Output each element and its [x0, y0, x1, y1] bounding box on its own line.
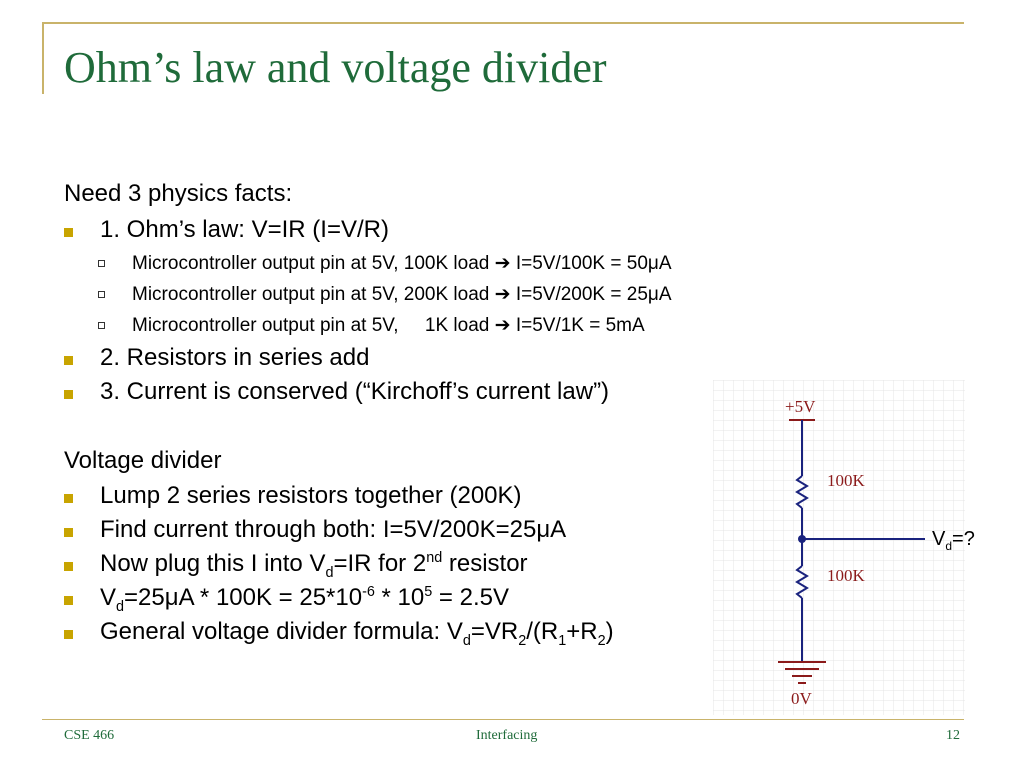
square-bullet-icon [64, 228, 73, 237]
square-bullet-icon [64, 562, 73, 571]
footer-page-number: 12 [946, 728, 960, 743]
arrow-right-icon: ➔ [494, 284, 511, 305]
schematic-grid [713, 380, 965, 715]
intro-text: Need 3 physics facts: [64, 180, 293, 207]
square-bullet-icon [64, 356, 73, 365]
footer-topic: Interfacing [476, 728, 538, 743]
footer-rule [42, 719, 964, 720]
square-bullet-icon [64, 494, 73, 503]
slide-title: Ohm’s law and voltage divider [64, 43, 607, 92]
voltage-divider-schematic [713, 380, 965, 715]
frame-left-rule [42, 22, 44, 94]
hollow-square-bullet-icon [98, 260, 105, 267]
ground-label: 0V [791, 689, 812, 708]
square-bullet-icon [64, 630, 73, 639]
frame-top-rule [42, 22, 964, 24]
footer-course: CSE 466 [64, 728, 115, 743]
arrow-right-icon: ➔ [494, 315, 511, 336]
arrow-right-icon: ➔ [494, 253, 511, 274]
hollow-square-bullet-icon [98, 322, 105, 329]
resistor-bottom-label: 100K [827, 566, 865, 585]
square-bullet-icon [64, 528, 73, 537]
bullet-text: 1. Ohm’s law: V=IR (I=V/R) [100, 216, 389, 243]
square-bullet-icon [64, 596, 73, 605]
vd-output-label: $V_d=$? [932, 528, 975, 553]
hollow-square-bullet-icon [98, 291, 105, 298]
resistor-top-label: 100K [827, 471, 865, 490]
square-bullet-icon [64, 390, 73, 399]
supply-label: +5V [785, 397, 816, 416]
divider-heading: Voltage divider [64, 447, 222, 474]
